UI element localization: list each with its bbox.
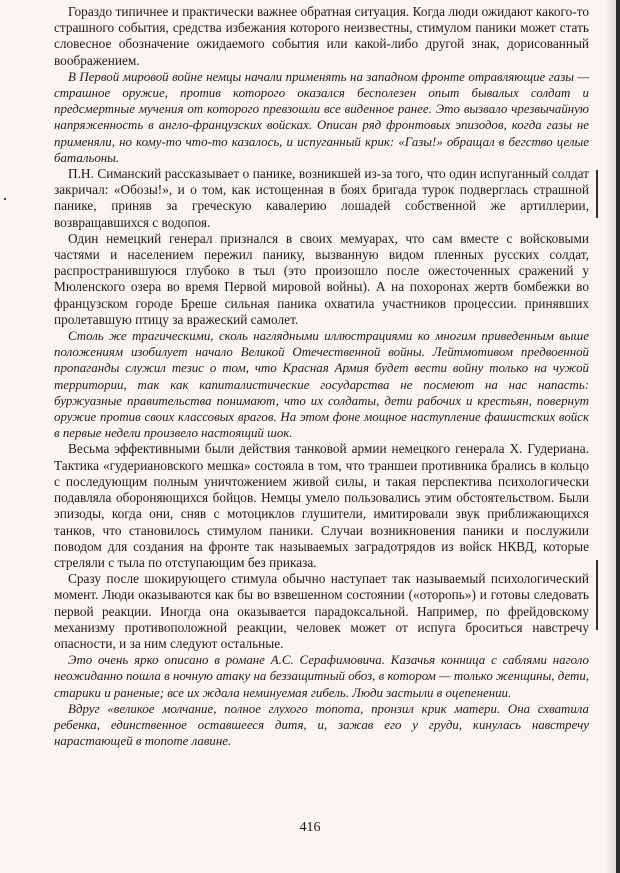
paragraph: Сразу после шокирующего стимула обычно наступает так называемый психологический момент. Люди оказываются как бы во взвешенном состоянии («оторопь») и готовы следовать первой реакции. Иногда она оказывается парадоксальной. Например, по фрейдовскому механизму противоположной реакции, человек может от испуга броситься навстречу опасности, и за ним следуют остальные. bbox=[54, 571, 589, 651]
page-number: 416 bbox=[299, 820, 321, 835]
paragraph: Весьма эффективными были действия танковой армии немецкого генерала Х. Гудериана. Тактика «гудериановского мешка» состояла в том, что траншеи противника брались в кольцо с последующим полным уничтожением живой силы, и такая перспектива психологически подавляла обороняющихся бойцов. Немцы умело пользовались этим обстоятельством. Были эпизоды, когда они, сняв с мотоциклов глушители, имитировали звук приближающихся танков, что становилось стимулом паники. Случаи возникновения паники и послужили поводом для создания на фронте так называемых заградотрядов из войск НКВД, которые стреляли с тыла по отступающим без приказа. bbox=[54, 441, 589, 570]
italic-paragraph: Вдруг «великое молчание, полное глухого топота, пронзил крик матери. Она схватила ребенка, единственное оставшееся дитя, и, зажав его у груди, кинулась навстречу нарастающей в топоте лавине. bbox=[54, 701, 589, 749]
margin-mark bbox=[596, 560, 598, 630]
paragraph: Гораздо типичнее и практически важнее обратная ситуация. Когда люди ожидают какого-то страшного события, средства избежания которого неизвестны, стимулом паники может стать словесное обозначение ожидаемого события или какой-либо другой знак, дорисованный воображением. bbox=[54, 4, 589, 68]
page-text bbox=[54, 4, 589, 749]
binding-edge bbox=[616, 0, 620, 873]
margin-mark bbox=[596, 170, 598, 218]
binding-shadow bbox=[604, 0, 616, 873]
italic-paragraph: Столь же трагическими, сколь наглядными иллюстрациями ко многим приведенным выше положениям изобилует начало Великой Отечественной войны. Лейтмотивом предвоенной пропаганды служил тезис о том, что Красная Армия будет вести войну только на чужой территории, так как капиталистические государства не посмеют на нас напасть: буржуазные правительства понимают, что их солдаты, дети рабочих и крестьян, повернут оружие против своих классовых врагов. На этом фоне мощное наступление фашистских войск в первые недели произвело настоящий шок. bbox=[54, 329, 589, 441]
italic-paragraph: Это очень ярко описано в романе А.С. Серафимовича. Казачья конница с саблями наголо неожиданно пошла в ночную атаку на беззащитный обоз, в котором — только женщины, дети, старики и раненые; все их ждала неминуемая гибель. Люди застыли в оцепенении. bbox=[54, 653, 589, 700]
paragraph: П.Н. Симанский рассказывает о панике, возникшей из-за того, что один испуганный солдат закричал: «Обозы!», и о том, как истощенная в боях бригада турок подверглась страшной панике, приняв за греческую кавалерию лошадей собственной же артиллерии, возвращавшихся с водопоя. bbox=[54, 166, 589, 230]
scan-speck bbox=[4, 198, 6, 200]
paragraph: Один немецкий генерал признался в своих мемуарах, что сам вместе с войсковыми частями и населением пережил панику, вызванную видом пленных русских солдат, распространившуюся глубоко в тыл (это произошло после ожесточенных сражений у Мюленского озера во время Первой мировой войны). А на похоронах жертв бомбежки во французском городе Бреше сильная паника охватила участников процессии. принявших пролетавшую птицу за вражеский самолет. bbox=[54, 230, 589, 327]
italic-paragraph: В Первой мировой войне немцы начали применять на западном фронте отравляющие газы — страшное оружие, против которого оказался бесполезен опыт бывалых солдат и предсмертные мучения от которого превзошли все виденное ранее. Это вызвало чрезвычайную напряженность в англо-французских войсках. Описан ряд фронтовых эпизодов, когда газы не применяли, но кому-то что-то казалось, и испуганный крик: «Газы!» обращал в бегство целые батальоны. bbox=[54, 69, 589, 165]
